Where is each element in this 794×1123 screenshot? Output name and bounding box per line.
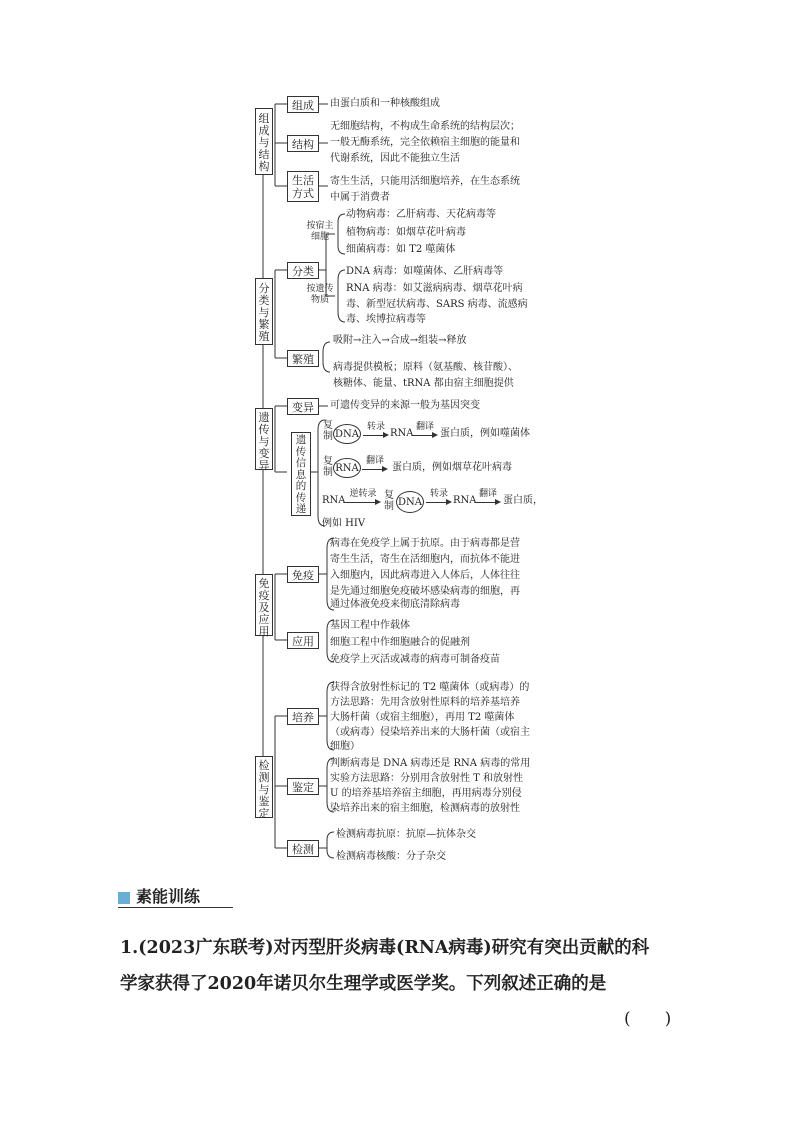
text-identification-3: U 的培养基培养宿主细胞，再用病毒分别侵 bbox=[330, 788, 522, 799]
main-node-classification: 分 类 与 繁 殖 bbox=[255, 278, 273, 345]
label-by-host: 按宿主 细胞 bbox=[306, 221, 334, 242]
text-host-2: 植物病毒：如烟草花叶病毒 bbox=[346, 227, 466, 238]
text-culture-4: （或病毒）侵染培养出来的大肠杆菌（或宿主 bbox=[330, 727, 530, 738]
label-copy-3: 复 制 bbox=[384, 490, 394, 512]
answer-parentheses: ( ) bbox=[624, 1009, 672, 1029]
rna-3: RNA bbox=[322, 495, 346, 506]
text-material-3: 毒、新型冠状病毒、SARS 病毒、流感病 bbox=[346, 299, 528, 310]
text-application-1: 基因工程中作载体 bbox=[330, 620, 410, 631]
main-node-genetics: 遗 传 与 变 异 bbox=[255, 408, 273, 470]
arrow-reverse: 逆转录 bbox=[345, 489, 381, 505]
text-protein-1: 蛋白质，例如噬菌体 bbox=[440, 428, 530, 439]
section-title: 素能训练 bbox=[118, 884, 200, 907]
section-underline bbox=[118, 907, 233, 908]
sub-node-variation: 变异 bbox=[287, 398, 319, 415]
text-structure-1: 无细胞结构，不构成生命系统的结构层次； bbox=[330, 121, 520, 132]
text-culture-2: 方法思路：先用含放射性原料的培养基培养 bbox=[330, 697, 520, 708]
label-copy-1: 复 制 bbox=[323, 420, 333, 442]
text-culture-5: 细胞） bbox=[330, 741, 360, 752]
dna-circle-1: DNA bbox=[333, 424, 361, 444]
text-reproduction-2: 病毒提供模板；原料（氨基酸、核苷酸）、 bbox=[333, 362, 518, 373]
rna-circle-2: RNA bbox=[333, 458, 361, 478]
text-identification-1: 判断病毒是 DNA 病毒还是 RNA 病毒的常用 bbox=[330, 758, 531, 769]
text-detection-2: 检测病毒核酸：分子杂交 bbox=[336, 851, 446, 862]
section-square-icon bbox=[118, 892, 130, 904]
text-lifestyle-1: 寄生生活，只能用活细胞培养，在生态系统 bbox=[330, 176, 520, 187]
text-immunity-1: 病毒在免疫学上属于抗原。由于病毒都是营 bbox=[330, 538, 520, 549]
text-protein-2: 蛋白质，例如烟草花叶病毒 bbox=[392, 462, 512, 473]
sub-node-identification: 鉴定 bbox=[287, 778, 319, 795]
text-material-4: 毒、埃博拉病毒等 bbox=[346, 314, 426, 325]
text-identification-4: 染培养出来的宿主细胞，检测病毒的放射性 bbox=[330, 803, 520, 814]
text-host-3: 细菌病毒：如 T2 噬菌体 bbox=[346, 244, 456, 255]
rna-3b: RNA bbox=[453, 495, 477, 506]
text-culture-1: 获得含放射性标记的 T2 噬菌体（或病毒）的 bbox=[330, 682, 530, 693]
question-line-2: 学家获得了2020年诺贝尔生理学或医学奖。下列叙述正确的是 bbox=[120, 974, 607, 994]
rna-1: RNA bbox=[390, 428, 414, 439]
text-immunity-5: 通过体液免疫来彻底清除病毒 bbox=[330, 599, 460, 610]
main-node-detection: 检 测 与 鉴 定 bbox=[255, 756, 273, 818]
text-lifestyle-2: 中属于消费者 bbox=[330, 192, 390, 203]
sub-node-immunity: 免疫 bbox=[287, 566, 319, 583]
text-composition: 由蛋白质和一种核酸组成 bbox=[330, 98, 440, 109]
arrow-translate-1: 翻译 bbox=[412, 422, 438, 438]
text-structure-3: 代谢系统，因此不能独立生活 bbox=[330, 153, 460, 164]
text-application-2: 细胞工程中作细胞融合的促融剂 bbox=[330, 637, 470, 648]
text-reproduction-1: 吸附→注入→合成→组装→释放 bbox=[333, 335, 467, 346]
sub-node-structure: 结构 bbox=[287, 135, 319, 152]
arrow-transcribe-3: 转录 bbox=[426, 489, 452, 505]
text-material-2: RNA 病毒：如艾滋病病毒、烟草花叶病 bbox=[346, 283, 523, 294]
text-detection-1: 检测病毒抗原：抗原—抗体杂交 bbox=[336, 829, 476, 840]
text-immunity-4: 是先通过细胞免疫破坏感染病毒的细胞，再 bbox=[330, 586, 520, 597]
sub-node-composition: 组成 bbox=[287, 96, 319, 113]
text-host-1: 动物病毒：乙肝病毒、天花病毒等 bbox=[346, 209, 496, 220]
text-protein-3: 蛋白质， bbox=[503, 495, 543, 506]
main-node-composition: 组 成 与 结 构 bbox=[255, 108, 273, 175]
text-variation: 可遗传变异的来源一般为基因突变 bbox=[330, 400, 480, 411]
question-line-1: 1.(2023广东联考)对丙型肝炎病毒(RNA病毒)研究有突出贡献的科 bbox=[120, 938, 650, 958]
sub-node-classification: 分类 bbox=[287, 262, 319, 279]
label-copy-2: 复 制 bbox=[323, 456, 333, 478]
label-by-material: 按遗传 物质 bbox=[306, 284, 334, 305]
sub-node-reproduction: 繁殖 bbox=[287, 350, 319, 367]
arrow-translate-2: 翻译 bbox=[362, 456, 388, 472]
main-node-immunity: 免 疫 及 应 用 bbox=[255, 574, 273, 636]
text-immunity-3: 入细胞内，因此病毒进入人体后，人体往往 bbox=[330, 570, 520, 581]
text-reproduction-3: 核糖体、能量、tRNA 都由宿主细胞提供 bbox=[333, 378, 514, 389]
sub-node-lifestyle: 生活 方式 bbox=[287, 171, 319, 202]
sub-node-info-transfer: 遗 传 信 息 的 传 递 bbox=[291, 432, 311, 516]
text-culture-3: 大肠杆菌（或宿主细胞），再用 T2 噬菌体 bbox=[330, 712, 515, 723]
text-application-3: 免疫学上灭活或减毒的病毒可制备疫苗 bbox=[330, 654, 500, 665]
sub-node-application: 应用 bbox=[287, 632, 319, 649]
sub-node-culture: 培养 bbox=[287, 708, 319, 725]
dna-circle-3: DNA bbox=[396, 491, 424, 513]
text-structure-2: 一般无酶系统，完全依赖宿主细胞的能量和 bbox=[330, 137, 520, 148]
arrow-translate-3: 翻译 bbox=[475, 489, 501, 505]
text-identification-2: 实验方法思路：分别用含放射性 T 和放射性 bbox=[330, 773, 524, 784]
sub-node-detection: 检测 bbox=[287, 840, 319, 857]
arrow-transcribe-1: 转录 bbox=[363, 422, 389, 438]
text-material-1: DNA 病毒：如噬菌体、乙肝病毒等 bbox=[346, 266, 504, 277]
text-immunity-2: 寄生生活，寄生在活细胞内，而抗体不能进 bbox=[330, 554, 520, 565]
text-hiv: 例如 HIV bbox=[322, 518, 366, 529]
